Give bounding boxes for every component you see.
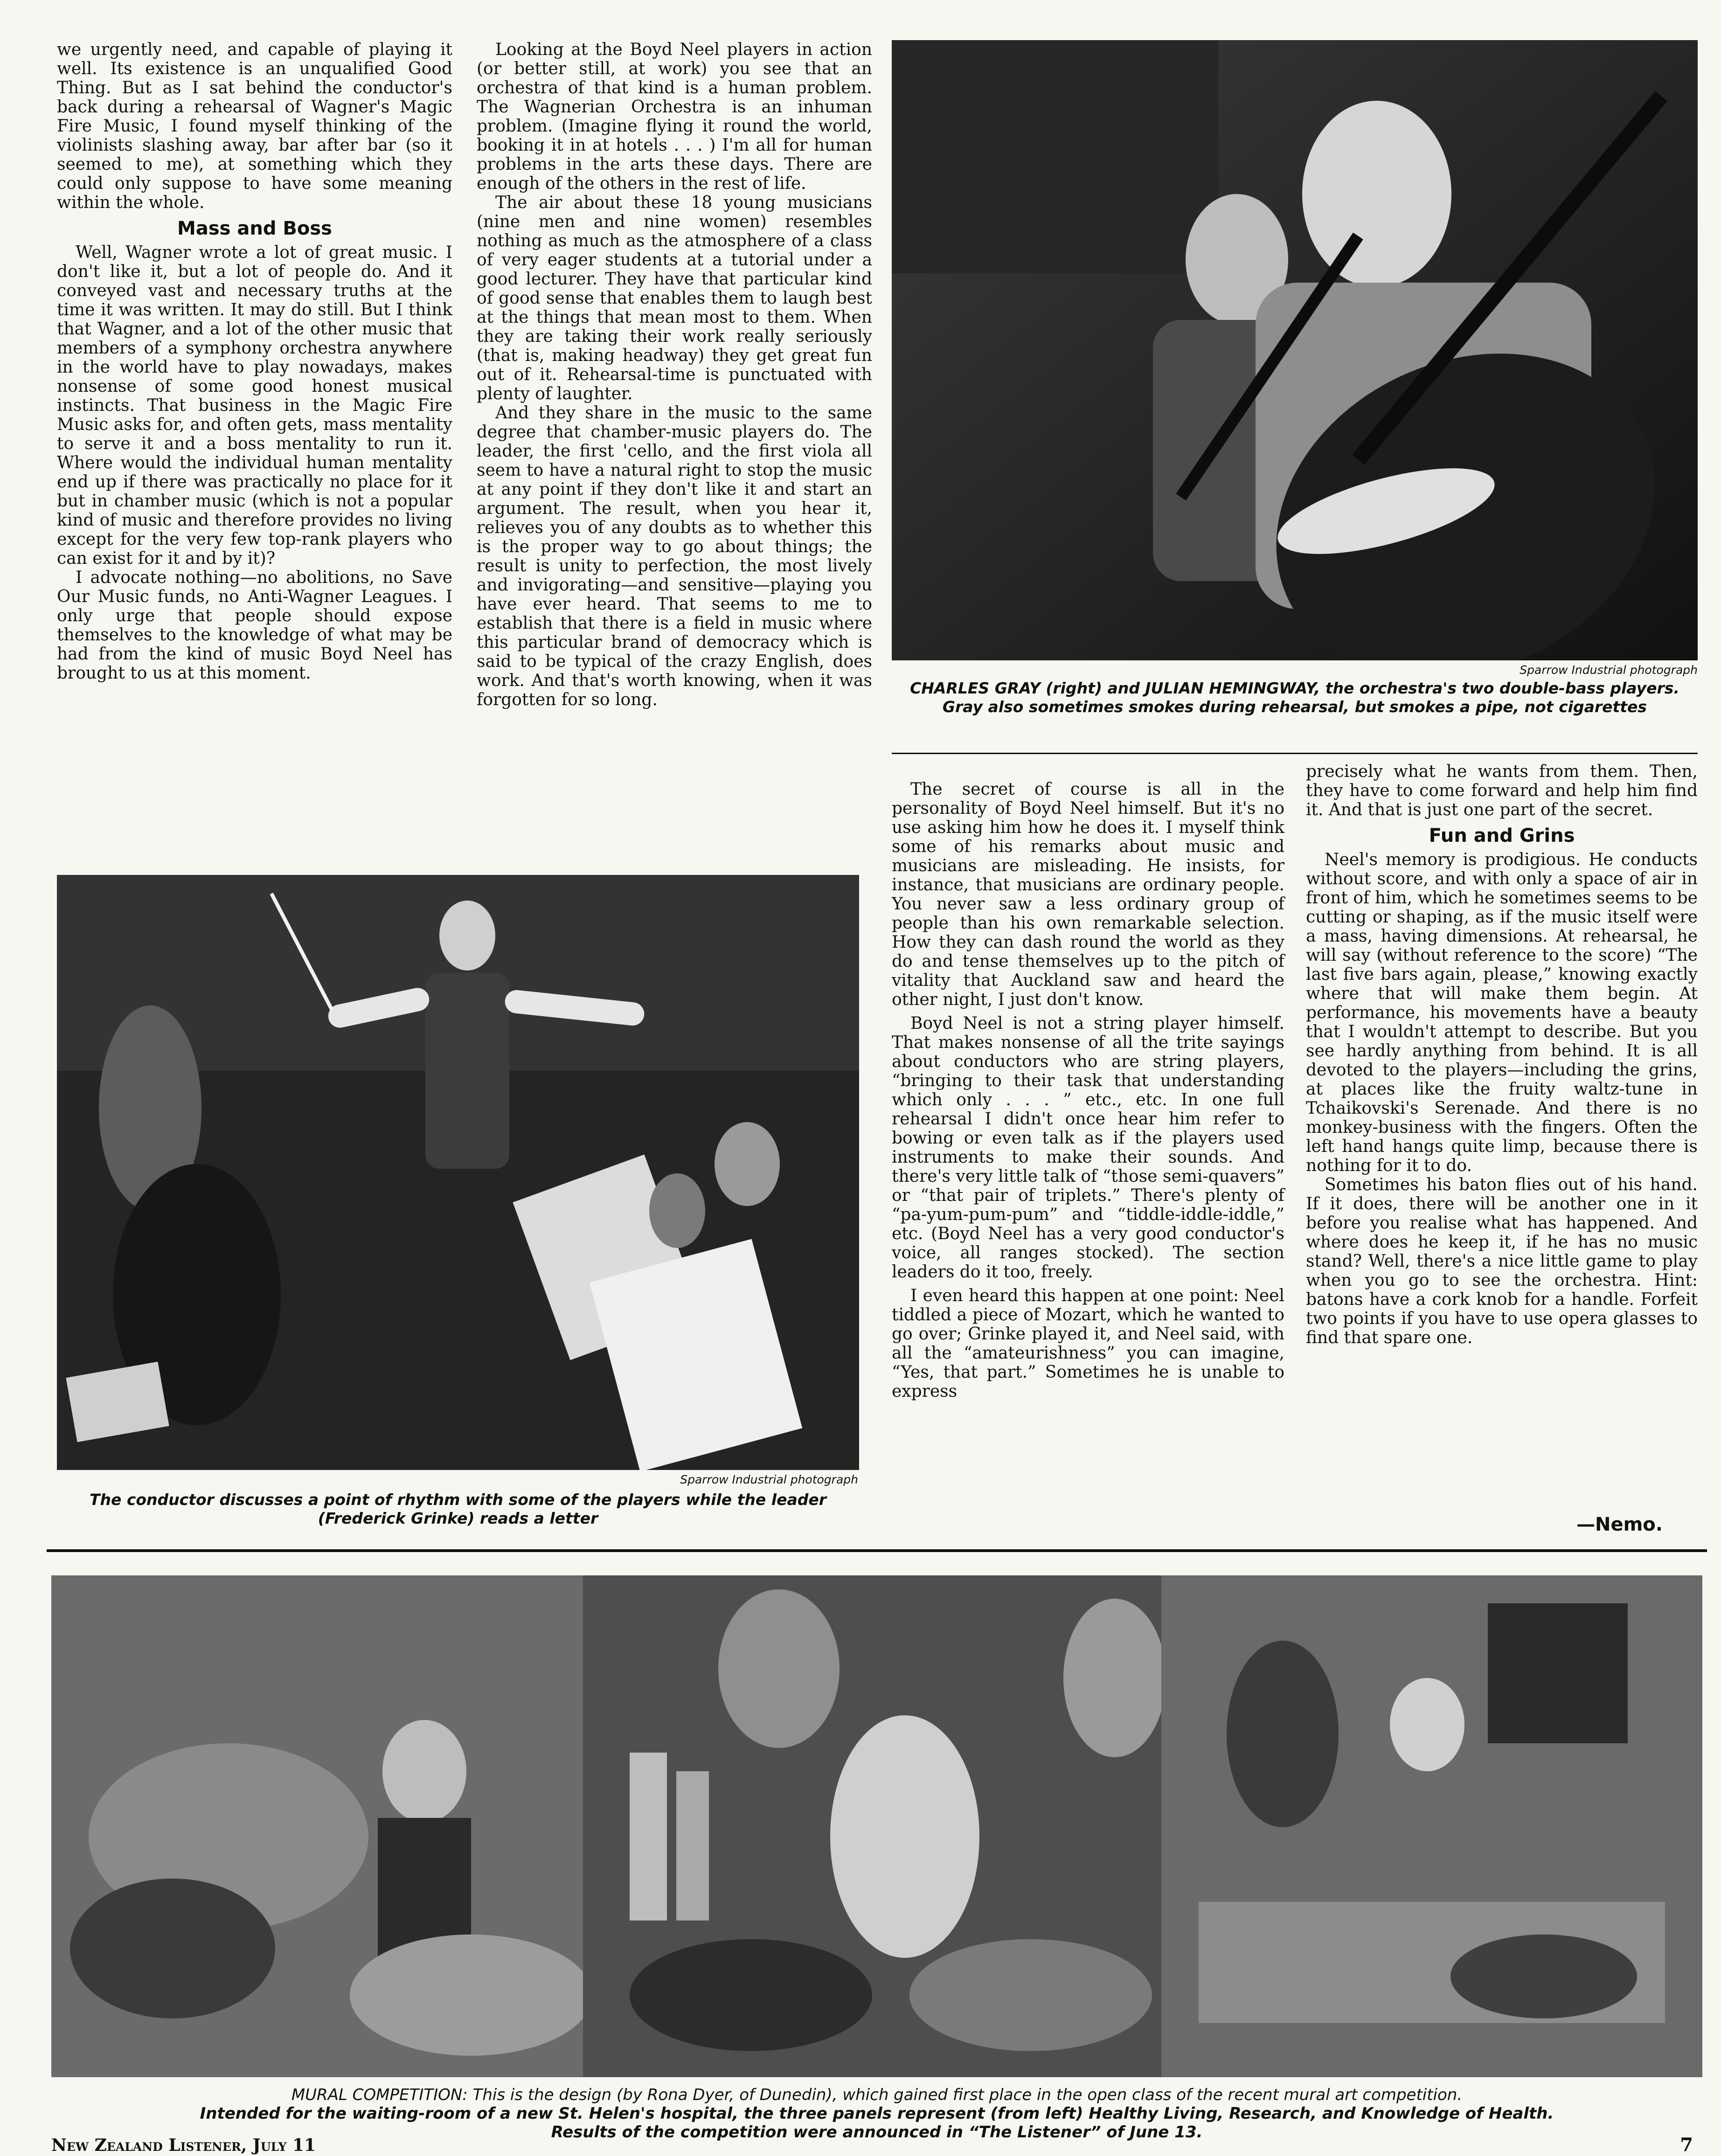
- article-column-3: [892, 780, 1284, 1401]
- article-column-4: [1306, 762, 1698, 1347]
- col1-paragraph-1: we urgently need, and capable of playing it well. Its existence is an unqualified Good Thing. But as I sat behind the conductor's back during a rehearsal of Wagner's Magic Fire Music, I found myself thinking of the violinists slashing away, bar after bar (so it seemed to me), at something which they could only suppose to have some meaning within the whole.: [57, 40, 452, 212]
- col3-paragraph-1: The secret of course is all in the personality of Boyd Neel himself. But it's no use asking him how he does it. I myself think some of his remarks about music and musicians are misleading. He insists, for instance, that musicians are ordinary people. You never saw a less ordinary group of people than his own remarkable selection. How they can dash round the world as they do and tense themselves up to the pitch of vitality that Auckland saw and heard the other night, I just don't know.: [892, 780, 1284, 1009]
- photo-credit-top: Sparrow Industrial photograph: [1520, 663, 1698, 677]
- col4-paragraph-1: precisely what he wants from them. Then, they have to come forward and help him find it. And that is just one part of the secret.: [1306, 762, 1698, 819]
- conductor-photo: [57, 875, 859, 1470]
- mural-design-image: [51, 1575, 1702, 2077]
- article-column-2: [477, 40, 872, 709]
- mural-panels-illustration: [51, 1575, 1702, 2077]
- col2-paragraph-3: And they share in the music to the same degree that chamber-music players do. The leader, the first 'cello, and the first viola all seem to have a natural right to stop the music at any point if they don't like it and start an argument. The result, when you hear it, relieves you of any doubts as to whether this is the proper way to go about things; the result is unity to perfection, the most lively and invigorating—and sensitive—playing you have ever heard. That seems to me to establish that there is a field in music where this particular brand of democracy which is said to be typical of the crazy English, does work. And that's worth knowing, when it was forgotten for so long.: [477, 403, 872, 709]
- double-bass-players-photo: [892, 40, 1698, 660]
- mural-top-rule: [47, 1549, 1707, 1552]
- caption-divider-rule: [892, 753, 1698, 754]
- conductor-photo-image: [57, 875, 859, 1470]
- col3-paragraph-2: Boyd Neel is not a string player himself. That makes nonsense of all the trite sayings about conductors who are string players, “bringing to their task that understanding which only . . . ” etc., etc. In one full rehearsal I didn't once hear him refer to bowing or even talk as if the players used instruments to make their sounds. And there's very little talk of “those semi-quavers” or “that pair of triplets.” There's plenty of “pa-yum-pum-pum” and “tiddle-iddle-iddle,” etc. (Boyd Neel has a very good conductor's voice, all ranges stocked). The section leaders do it too, freely.: [892, 1014, 1284, 1282]
- article-column-1: [57, 40, 452, 683]
- col4-paragraph-3: Sometimes his baton flies out of his hand. If it does, there will be another one in it before you realise what has happened. And where does he keep it, if he has no music stand? Well, there's a nice little game to play when you go to see the orchestra. Hint: batons have a cork knob for a handle. Forfeit two points if you have to use opera glasses to find that spare one.: [1306, 1175, 1698, 1347]
- col2-paragraph-1: Looking at the Boyd Neel players in action (or better still, at work) you see that an orchestra of that kind is a human problem. The Wagnerian Orchestra is an inhuman problem. (Imagine flying it round the world, booking it in at hotels . . . ) I'm all for human problems in the arts these days. There are enough of the others in the rest of life.: [477, 40, 872, 193]
- double-bass-photo-image: [892, 40, 1698, 660]
- col1-paragraph-3: I advocate nothing—no abolitions, no Save Our Music funds, no Anti-Wagner Leagues. I only urge that people should expose themselves to the knowledge of what may be had from the kind of music Boyd Neel has brought to us at this moment.: [57, 568, 452, 683]
- col2-paragraph-2: The air about these 18 young musicians (nine men and nine women) resembles nothing as much as the atmosphere of a class of very eager students at a tutorial under a good lecturer. They have that particular kind of good sense that enables them to laugh best at the things that mean most to them. When they are taking their work really seriously (that is, making headway) they get great fun out of it. Rehearsal-time is punctuated with plenty of laughter.: [477, 193, 872, 403]
- photo-caption-conductor: The conductor discusses a point of rhythm with some of the players while the leader (Frederick Grinke) reads a letter: [89, 1490, 827, 1527]
- page-number: 7: [1680, 2134, 1693, 2156]
- photo-credit-conductor: Sparrow Industrial photograph: [680, 1473, 858, 1486]
- mural-caption-line-2: Intended for the waiting-room of a new St. Helen's hospital, the three panels represent (from left) Healthy Living, Research, and Knowledge of Health.: [200, 2104, 1554, 2123]
- photo-caption-double-bass: CHARLES GRAY (right) and JULIAN HEMINGWAY, the orchestra's two double-bass players. Gray also sometimes smokes during rehearsal, but smokes a pipe, not cigarettes: [910, 679, 1679, 716]
- mural-caption-line-1: MURAL COMPETITION: This is the design (by Rona Dyer, of Dunedin), which gained first place in the open class of the recent mural art competition.: [291, 2086, 1463, 2104]
- section-heading-fun-and-grins: Fun and Grins: [1429, 825, 1575, 846]
- mural-caption-line-3: Results of the competition were announced in “The Listener” of June 13.: [551, 2123, 1203, 2142]
- page-footer-bar: [51, 2136, 1702, 2155]
- col4-paragraph-2: Neel's memory is prodigious. He conducts without score, and with only a space of air in front of him, which he sometimes seems to be cutting or shaping, as if the music itself were a mass, having dimensions. At rehearsal, he will say (without reference to the score) “The last five bars again, please,” knowing exactly where that will make them begin. At performance, his movements have a beauty that I wouldn't attempt to describe. But you see hardly anything from behind. It is all devoted to the players—including the grins, at places like the fruity waltz-tune in Tchaikovski's Serenade. And there is no monkey-business with the fingers. Often the left hand hangs quite limp, because there is nothing for it to do.: [1306, 850, 1698, 1175]
- section-heading-mass-and-boss: Mass and Boss: [177, 218, 332, 239]
- publication-footer-text: New Zealand Listener, July 11: [51, 2135, 316, 2155]
- author-signature: —Nemo.: [1576, 1514, 1663, 1535]
- col1-paragraph-2: Well, Wagner wrote a lot of great music. I don't like it, but a lot of people do. And it conveyed vast and necessary truths at the time it was written. It may do still. But I think that Wagner, and a lot of the other music that members of a symphony orchestra anywhere in the world have to play nowadays, makes nonsense of some good honest musical instincts. That business in the Magic Fire Music asks for, and often gets, mass mentality to serve it and a boss mentality to run it. Where would the individual human mentality end up if there was practically no place for it but in chamber music (which is not a popular kind of music and therefore provides no living except for the very few top-rank players who can exist for it and by it)?: [57, 243, 452, 568]
- col3-paragraph-3: I even heard this happen at one point: Neel tiddled a piece of Mozart, which he wanted to go over; Grinke played it, and Neel said, with all the “amateurishness” you can imagine, “Yes, that part.” Sometimes he is unable to express: [892, 1286, 1284, 1401]
